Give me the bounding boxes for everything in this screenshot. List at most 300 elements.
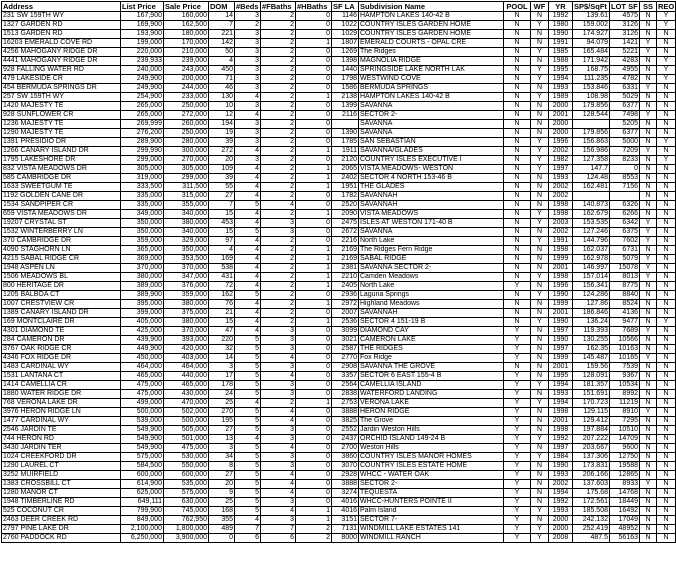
table-cell: N [531, 84, 549, 93]
table-cell: N [531, 111, 549, 120]
table-cell: 0 [209, 534, 235, 543]
table-cell: N [640, 417, 657, 426]
table-cell: N [640, 453, 657, 462]
table-cell: 249,900 [121, 75, 164, 84]
table-cell: 375,000 [164, 309, 209, 318]
table-row [2, 525, 676, 534]
table-cell: 659 VISTA MEADOWS DR [2, 210, 121, 219]
table-row [2, 291, 676, 300]
table-cell: 389,000 [121, 282, 164, 291]
table-cell: 2008 [549, 534, 573, 543]
table-cell: SECTOR 2- [359, 111, 504, 120]
table-cell: 3 [235, 129, 261, 138]
table-cell: N [640, 282, 657, 291]
table-row [2, 12, 676, 21]
table-cell: 500,000 [121, 408, 164, 417]
table-cell: 9367 [610, 372, 640, 381]
table-cell: N [531, 444, 549, 453]
table-cell: 3151 [332, 516, 359, 525]
table-cell: 475,000 [164, 444, 209, 453]
table-cell: N [657, 399, 676, 408]
table-cell: 1999 [549, 255, 573, 264]
table-cell: 128.544 [573, 111, 610, 120]
table-cell: 1982 [549, 156, 573, 165]
table-cell: 1414 CAMELLIA CR [2, 381, 121, 390]
table-cell: 4 [261, 480, 296, 489]
table-cell: 4346 FOX RIDGE DR [2, 354, 121, 363]
table-cell: 4441 MAHOGANY RIDGE DR [2, 57, 121, 66]
table-cell: 1399 [332, 102, 359, 111]
table-cell: Y [640, 480, 657, 489]
table-cell: N [640, 57, 657, 66]
table-row [2, 57, 676, 66]
table-cell: 156.863 [573, 138, 610, 147]
table-cell: ORCHID ISLAND 149-24 B [359, 435, 504, 444]
table-cell: 2 [261, 318, 296, 327]
table-cell: 1990 [549, 336, 573, 345]
table-cell: 502,000 [164, 408, 209, 417]
table-cell: 1513 GARDEN RD [2, 30, 121, 39]
table-cell: WHCC - WATER OAK [359, 471, 504, 480]
table-cell: 39 [209, 174, 235, 183]
table-cell: CAMELLIA ISLAND [359, 381, 504, 390]
table-cell: 2405 [332, 282, 359, 291]
table-cell: DIAMOND CAY [359, 327, 504, 336]
table-cell: N [531, 498, 549, 507]
table-cell: N [657, 291, 676, 300]
table-cell: 3 [261, 462, 296, 471]
table-cell: 2000 [549, 129, 573, 138]
table-cell: HAMPTON LAKES 140-42 B [359, 93, 504, 102]
table-cell: N [531, 57, 549, 66]
table-cell: 0 [296, 21, 332, 30]
table-cell: N [640, 309, 657, 318]
table-cell: 5 [235, 480, 261, 489]
table-cell: 5 [235, 201, 261, 210]
table-cell: 6,250,000 [121, 534, 164, 543]
table-cell: 1192 GOLDEN CANE DR [2, 192, 121, 201]
table-cell: Y [531, 156, 549, 165]
table-row [2, 192, 676, 201]
table-cell: THE RIDGES [359, 345, 504, 354]
table-cell: WATERFORD LANDING [359, 390, 504, 399]
table-cell: N [531, 192, 549, 201]
table-cell: N [657, 363, 676, 372]
table-cell: 0 [296, 480, 332, 489]
table-cell: N [640, 165, 657, 174]
table-cell: 1993 [549, 507, 573, 516]
table-row [2, 21, 676, 30]
table-cell: 4 [235, 264, 261, 273]
table-cell: 2002 [549, 228, 573, 237]
table-cell: SAVANNA/GLADES [359, 147, 504, 156]
table-cell: Y [504, 345, 531, 354]
column-header: #FBaths [261, 2, 296, 12]
table-cell: N [640, 102, 657, 111]
table-cell: Y [504, 453, 531, 462]
table-cell: N [531, 309, 549, 318]
table-cell: 0 [296, 489, 332, 498]
table-cell: 1989 [549, 93, 573, 102]
table-cell: 3825 [332, 417, 359, 426]
table-cell: COUNTRY ISLES GARDEN HOME [359, 30, 504, 39]
table-cell: 1993 [549, 174, 573, 183]
table-cell: 2 [261, 237, 296, 246]
table-cell: 6731 [610, 246, 640, 255]
table-cell: 1992 [549, 12, 573, 21]
table-row [2, 534, 676, 543]
table-cell: 2120 [332, 156, 359, 165]
table-cell: 2 [261, 138, 296, 147]
table-cell: 1998 [549, 210, 573, 219]
table-cell: 5 [235, 426, 261, 435]
table-cell: 584,500 [121, 462, 164, 471]
table-cell: Y [531, 399, 549, 408]
table-cell: 4 [261, 444, 296, 453]
table-cell: 2381 [332, 264, 359, 273]
table-cell: 1532 WINTERBERRY LN [2, 228, 121, 237]
table-cell: 25 [209, 498, 235, 507]
table-cell: 380,000 [164, 318, 209, 327]
table-row [2, 282, 676, 291]
table-cell: Y [640, 228, 657, 237]
table-cell: 252.419 [573, 525, 610, 534]
table-cell: 1951 [332, 183, 359, 192]
table-cell: 1 [296, 174, 332, 183]
table-row [2, 318, 676, 327]
table-cell: 4 [235, 255, 261, 264]
table-cell: 744 HERON RD [2, 435, 121, 444]
table-cell: Y [504, 372, 531, 381]
table-cell: 4 [235, 246, 261, 255]
table-cell: N [640, 471, 657, 480]
table-cell: N [531, 516, 549, 525]
table-cell: 4 [235, 309, 261, 318]
table-row [2, 174, 676, 183]
table-cell: 2 [261, 165, 296, 174]
table-cell: 5 [235, 507, 261, 516]
table-cell: 4 [209, 57, 235, 66]
table-cell: 299,000 [164, 174, 209, 183]
table-cell: N [640, 246, 657, 255]
table-cell: 129.412 [573, 417, 610, 426]
table-cell: 8775 [610, 282, 640, 291]
table-cell: N [531, 183, 549, 192]
table-cell: 5 [235, 390, 261, 399]
table-cell: 2672 [332, 228, 359, 237]
table-cell: 4 [261, 489, 296, 498]
table-cell: 5221 [610, 48, 640, 57]
table-cell: N [504, 174, 531, 183]
table-cell: 403,000 [164, 354, 209, 363]
table-cell: 1998 [549, 246, 573, 255]
table-cell: VERONA LAKE [359, 399, 504, 408]
table-cell: 1998 [549, 408, 573, 417]
table-cell: Y [504, 534, 531, 543]
table-cell: N [657, 525, 676, 534]
table-cell: 1985 [549, 48, 573, 57]
table-cell: N [531, 102, 549, 111]
table-cell: 3 [235, 57, 261, 66]
table-cell: COUNTRY ISLES MANOR HOMES [359, 453, 504, 462]
table-cell: 240,000 [121, 66, 164, 75]
table-cell: N [504, 318, 531, 327]
table-row [2, 84, 676, 93]
table-cell: The Ridges Fern Ridge [359, 246, 504, 255]
table-cell: 10510 [610, 426, 640, 435]
table-cell: 1 [296, 255, 332, 264]
table-cell: Y [640, 111, 657, 120]
table-row [2, 408, 676, 417]
table-cell: 4 [235, 516, 261, 525]
table-cell: 335,000 [121, 201, 164, 210]
table-cell: 244,000 [164, 84, 209, 93]
table-cell: 3 [261, 219, 296, 228]
table-cell: 2552 [332, 426, 359, 435]
table-cell: 0 [296, 444, 332, 453]
table-cell: 8013 [610, 273, 640, 282]
table-cell: N [640, 525, 657, 534]
table-cell: 4955 [610, 66, 640, 75]
table-row [2, 102, 676, 111]
table-cell: 15 [209, 318, 235, 327]
table-cell: N [657, 426, 676, 435]
table-cell: 27 [209, 192, 235, 201]
table-cell: 2000 [549, 525, 573, 534]
table-row [2, 165, 676, 174]
table-cell: Y [657, 12, 676, 21]
column-header: POOL [504, 2, 531, 12]
table-cell: 0 [296, 120, 332, 129]
table-cell: 20 [209, 480, 235, 489]
table-cell: 1997 [549, 165, 573, 174]
table-cell: 4090 STAGHORN LN [2, 246, 121, 255]
table-cell: 3 [235, 120, 261, 129]
table-cell: 272,000 [164, 111, 209, 120]
table-cell: 8 [209, 462, 235, 471]
column-header: WF [531, 2, 549, 12]
table-cell: 333,500 [121, 183, 164, 192]
table-cell: N [531, 300, 549, 309]
table-cell: Y [531, 381, 549, 390]
table-cell: N [657, 246, 676, 255]
table-cell: 2001 [549, 309, 573, 318]
table-cell: Y [531, 147, 549, 156]
table-cell: 0 [296, 219, 332, 228]
table-cell: N [657, 435, 676, 444]
table-cell: Y [640, 39, 657, 48]
table-cell: N [657, 327, 676, 336]
table-row [2, 453, 676, 462]
table-cell: 124.48 [573, 174, 610, 183]
table-cell: 4136 [610, 309, 640, 318]
table-cell: 465,000 [121, 372, 164, 381]
table-cell: 242.132 [573, 516, 610, 525]
table-cell: 270 [209, 408, 235, 417]
table-cell: 21 [209, 309, 235, 318]
table-cell: 140.873 [573, 201, 610, 210]
table-cell: 329,000 [164, 237, 209, 246]
table-cell: Y [657, 318, 676, 327]
table-cell: 530,000 [164, 453, 209, 462]
table-cell: 2 [296, 525, 332, 534]
table-cell: 4215 SABAL RIDGE CR [2, 255, 121, 264]
table-cell: Y [504, 489, 531, 498]
table-cell: 2700 [332, 444, 359, 453]
table-cell: Y [640, 48, 657, 57]
table-cell: 0 [296, 102, 332, 111]
table-row [2, 345, 676, 354]
table-cell: N [504, 255, 531, 264]
table-cell: SAVANNA [359, 228, 504, 237]
table-cell: 162,500 [164, 21, 209, 30]
table-cell: SAN SEBASTIAN [359, 138, 504, 147]
table-row [2, 300, 676, 309]
table-cell: 2003 [549, 219, 573, 228]
table-cell: 265,000 [121, 102, 164, 111]
table-cell: 4 [235, 300, 261, 309]
table-cell: Jardin Weston Hills [359, 426, 504, 435]
table-cell: 928 FALLING WATER RD [2, 66, 121, 75]
table-cell: 1269 [332, 48, 359, 57]
table-cell: 4 [235, 210, 261, 219]
table-cell: 369,000 [121, 255, 164, 264]
table-cell: N [657, 345, 676, 354]
table-cell: Y [504, 354, 531, 363]
table-row [2, 480, 676, 489]
table-cell: N [531, 129, 549, 138]
table-cell: N [657, 39, 676, 48]
table-cell: 454 BERMUDA SPRINGS DR [2, 84, 121, 93]
table-cell: 2001 [549, 363, 573, 372]
table-cell: 220,000 [121, 48, 164, 57]
table-cell: 4 [235, 399, 261, 408]
table-cell: 0 [296, 156, 332, 165]
table-cell: 1531 LANTANA CT [2, 372, 121, 381]
table-cell: 4 [261, 201, 296, 210]
table-cell: 3 [235, 102, 261, 111]
table-cell: 380,000 [121, 273, 164, 282]
table-cell: 464,000 [164, 363, 209, 372]
table-cell: 0 [296, 363, 332, 372]
table-cell: 147.7 [573, 165, 610, 174]
table-cell: 4 [235, 318, 261, 327]
table-cell: N [657, 237, 676, 246]
table-cell: 2 [261, 174, 296, 183]
table-cell: 2 [261, 282, 296, 291]
table-cell: 5 [235, 363, 261, 372]
column-header: Sale Price [164, 2, 209, 12]
table-cell: 2000 [549, 102, 573, 111]
table-cell: 94.079 [573, 39, 610, 48]
table-cell: 1 [296, 210, 332, 219]
table-cell: Y [504, 498, 531, 507]
table-row [2, 381, 676, 390]
table-cell: 3 [261, 435, 296, 444]
table-cell: Y [504, 408, 531, 417]
table-row [2, 516, 676, 525]
table-cell: Fox Ridge [359, 354, 504, 363]
table-cell: N [531, 462, 549, 471]
table-cell: 284 CAMERON DR [2, 336, 121, 345]
table-cell: 2936 [332, 291, 359, 300]
table-cell: Y [657, 21, 676, 30]
table-cell: 0 [296, 66, 332, 75]
table-cell: 5 [235, 417, 261, 426]
table-cell: 380,000 [164, 300, 209, 309]
table-cell: 18449 [610, 498, 640, 507]
table-cell: 56163 [610, 534, 640, 543]
table-cell: 145.487 [573, 354, 610, 363]
table-cell: 162.037 [573, 246, 610, 255]
table-cell: 425,000 [121, 327, 164, 336]
table-cell: 3430 JARDIN TER [2, 444, 121, 453]
table-cell: 1996 [549, 138, 573, 147]
table-cell: SECTOR 6 EAST 155-4 B [359, 372, 504, 381]
table-cell: N [657, 264, 676, 273]
table-cell: 3 [235, 84, 261, 93]
table-cell: N [531, 390, 549, 399]
table-cell: 430,000 [164, 390, 209, 399]
table-cell: ISLES AT WESTON 171-40 B [359, 219, 504, 228]
table-cell: N [531, 363, 549, 372]
table-cell: 0 [296, 498, 332, 507]
table-cell: WINDMILL LAKE ESTATES 141 [359, 525, 504, 534]
table-cell: 174.927 [573, 30, 610, 39]
table-cell: N [504, 111, 531, 120]
table-row [2, 183, 676, 192]
table-cell: 300,000 [164, 147, 209, 156]
table-cell: N [504, 201, 531, 210]
table-cell: 2001 [549, 264, 573, 273]
table-cell: 370 CAMBRIDGE DR [2, 237, 121, 246]
table-cell: 2 [261, 39, 296, 48]
table-cell: Y [504, 426, 531, 435]
table-cell: EMERALD COURTS - OPAL CRE [359, 39, 504, 48]
table-cell: 2116 [332, 111, 359, 120]
table-cell: 0 [296, 84, 332, 93]
table-cell: N [657, 498, 676, 507]
table-cell: N [640, 381, 657, 390]
table-cell: 1029 [332, 30, 359, 39]
table-cell: 7539 [610, 363, 640, 372]
table-cell: 2908 [332, 363, 359, 372]
table-cell: Y [640, 273, 657, 282]
table-cell: 142 [209, 39, 235, 48]
table-cell: 549,900 [121, 444, 164, 453]
table-cell: N [531, 228, 549, 237]
table-cell: N [657, 300, 676, 309]
table-row [2, 255, 676, 264]
table-cell: N [531, 336, 549, 345]
table-cell: 17 [209, 372, 235, 381]
table-cell: N [504, 264, 531, 273]
table-cell: 2169 [332, 255, 359, 264]
table-cell: 14768 [610, 489, 640, 498]
table-cell: 221 [209, 30, 235, 39]
table-row [2, 156, 676, 165]
table-body [2, 12, 676, 543]
table-cell: N [657, 444, 676, 453]
table-cell: 0 [296, 471, 332, 480]
table-cell: 1 [296, 246, 332, 255]
table-cell: 111.235 [573, 75, 610, 84]
table-cell: 280,000 [164, 138, 209, 147]
table-cell: 15 [209, 228, 235, 237]
table-cell: 199,000 [121, 39, 164, 48]
table-cell: 359,000 [164, 291, 209, 300]
table-cell: N [504, 120, 531, 129]
